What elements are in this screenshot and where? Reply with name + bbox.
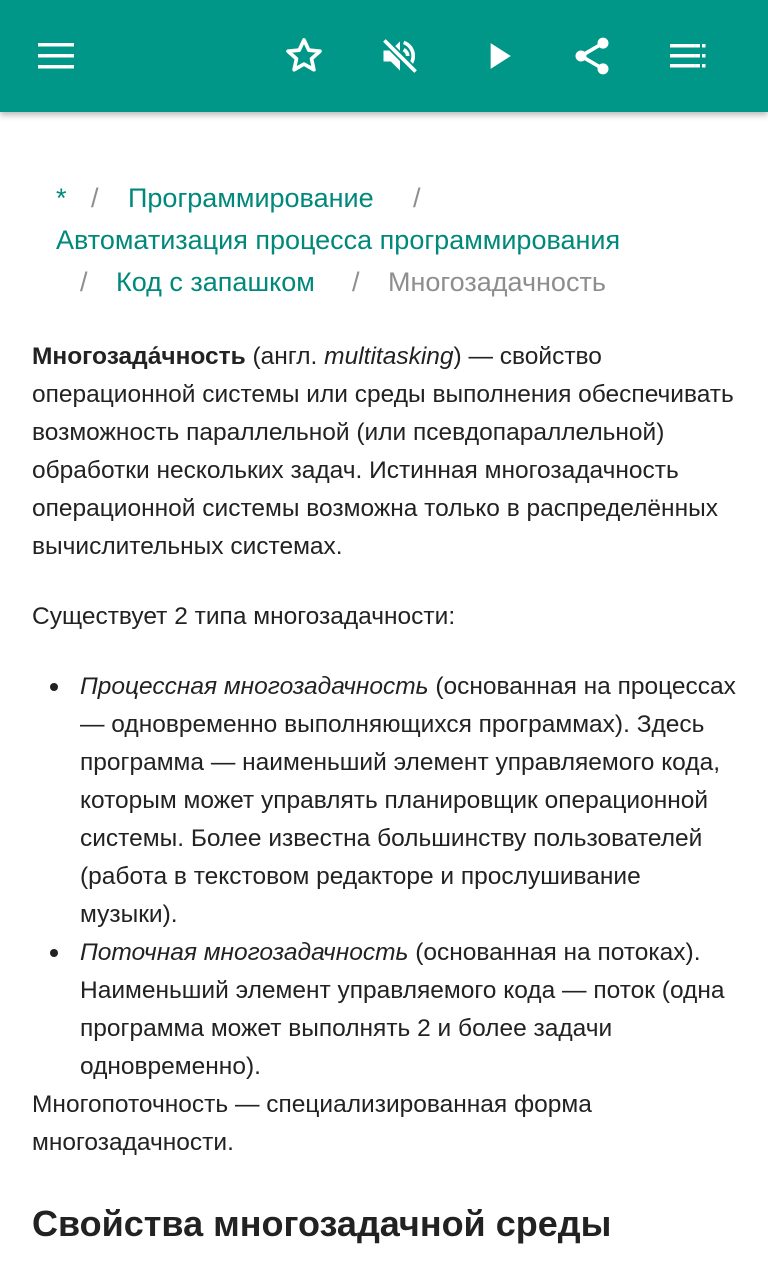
list-item-text: (основанная на потоках). Наименьший элемент управляемого кода — поток (одна программа может выполнять 2 и более задачи одновременно). (80, 939, 725, 1080)
multithreading-paragraph: Многопоточность — специализированная форма многозадачности. (32, 1091, 592, 1156)
breadcrumb-item-root[interactable]: * (56, 183, 67, 213)
list-item-term: Процессная многозадачность (80, 673, 429, 700)
star-outline-icon (282, 34, 326, 78)
play-icon (476, 34, 520, 78)
breadcrumb-separator: / (91, 183, 99, 213)
volume-off-icon (378, 34, 422, 78)
definition-text: ) — свойство операционной системы или среды выполнения обеспечивать возможность параллельной (или псевдопараллельной) обработки нескольких задач. Истинная многозадачность операционной системы возможна только в распределённых вычислительных системах. (32, 343, 734, 560)
app-toolbar (0, 0, 768, 112)
breadcrumb-separator: / (413, 183, 421, 213)
list-item (80, 934, 738, 1086)
types-list (32, 668, 738, 1086)
play-button[interactable] (470, 28, 526, 84)
article-term: Многозада́чность (32, 343, 246, 370)
favorite-button[interactable] (276, 28, 332, 84)
intro-paragraph (32, 338, 738, 566)
mute-button[interactable] (372, 28, 428, 84)
list-item-text: (основанная на процессах — одновременно выполняющихся программах). Здесь программа — наименьший элемент управляемого кода, которым может управлять планировщик операционной системы. Более известна большинству пользователей (работа в текстовом редакторе и прослушивание музыки). (80, 673, 736, 928)
breadcrumb-item-programming[interactable]: Программирование (128, 183, 374, 213)
list-item-term: Поточная многозадачность (80, 939, 409, 966)
breadcrumb-item-code-smell[interactable]: Код с запашком (116, 267, 315, 297)
breadcrumb-item-automation[interactable]: Автоматизация процесса программирования (56, 225, 621, 255)
article-body (32, 338, 738, 1246)
list-item (80, 668, 738, 934)
breadcrumb-separator: / (352, 267, 360, 297)
section-heading: Свойства многозадачной среды (32, 1203, 612, 1244)
breadcrumb-current: Многозадачность (388, 267, 606, 297)
lang-prefix: (англ. (245, 343, 325, 370)
menu-icon (36, 36, 76, 76)
share-icon (570, 34, 614, 78)
bullet-icon (50, 683, 58, 691)
bullet-icon (50, 949, 58, 957)
list-icon (668, 36, 708, 76)
contents-button[interactable] (660, 28, 716, 84)
menu-button[interactable] (28, 28, 84, 84)
breadcrumb-separator: / (80, 267, 88, 297)
article-content (0, 112, 768, 1280)
types-intro: Существует 2 типа многозадачности: (32, 603, 456, 630)
share-button[interactable] (564, 28, 620, 84)
english-term: multitasking (324, 343, 454, 370)
